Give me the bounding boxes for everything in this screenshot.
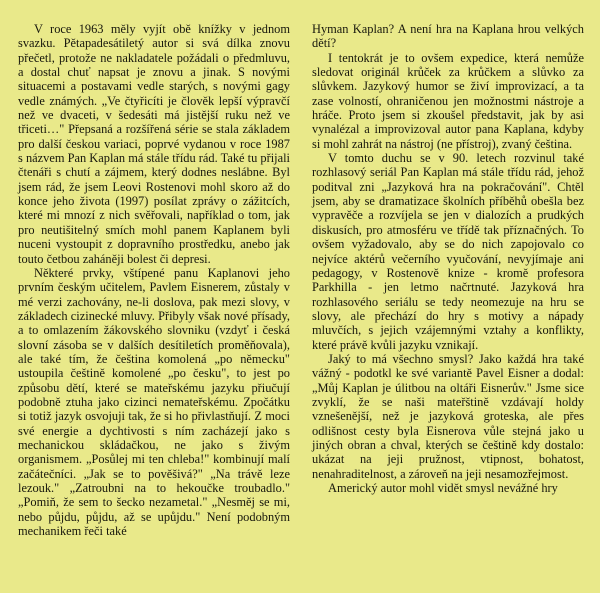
paragraph: Americký autor mohl vidět smysl nevážné hry <box>328 481 558 495</box>
paragraph: Hyman Kaplan? A není hra na Kaplana hrou velkých dětí? <box>312 22 584 51</box>
right-text-column <box>312 22 584 583</box>
paragraph: Jaký to má všechno smysl? Jako každá hra také vážný - podotkl ke své variantě Pavel Eisner a dodal: „Můj Kaplan je úlitbou na oltáři Eisnerův." Jsme sice zvyklí, že se naši mateřštině vzdávají holdy vznešenější, než je jazyková groteska, ale přes odlišnost cesty byla Eisnerova vůle stejná jako u jiných obran a chval, kterých se češtině kdy dostalo: ukázat na jeji pružnost, vtipnost, bohatost, nenahraditelnost, a zároveň na jeji nesamozřejmost. <box>312 351 584 481</box>
left-text-column <box>18 22 290 583</box>
paragraph: I tentokrát je to ovšem expedice, která nemůže sledovat originál krůček za krůčkem a slůvko za slůvkem. Jazykový humor se živí improvizací, a ta zase volností, ohraničenou jen možnostmi nástroje a hráče. Proto jsem si zkoušel představit, jak by asi vynalézal a improvizoval autor pana Kaplana, kdyby si mohl zahrát na nástroj (ne přístroj), zvaný čeština. <box>312 50 584 151</box>
two-column-layout <box>18 22 584 583</box>
paragraph: Některé prvky, vštípené panu Kaplanovi jeho prvním českým učitelem, Pavlem Eisnerem, zůstaly v mé verzi zachovány, ne-li doslova, pak mezi slovy, v základech cizinecké mluvy. Přibyly však nové přísady, a to omlazením žákovského slovniku (vzdyť i česká slovní zásoba se v dalších desítiletích proměňovala), ale také tím, že čeština komolená „po německu" ustoupila češtině komolené „po česku", to jest po způsobu dětí, které se mateřskému jazyku přiučují podobně ztuha jako cizinci nemateřskému. Zpočátku si totiž jazyk osvojuji tak, že si ho přivlastňují. Z moci své energie a dychtivosti s ním zacházejí jako s mechanickou skládačkou, ne jako s živým organismem. „Posůlej mi ten chleba!" kombinují malí začátečníci. „Jak se to pověšivá?" „Na trávě leze lezouk." „Zatroubni na to hekoučke troubadlo." „Pomiň, že sem to šecko nezametal." „Nesměj se mi, nebo půjdu, půjdu, až se upůjdu." Není podobným mechanikem řeči také <box>18 265 290 539</box>
paragraph: V roce 1963 měly vyjít obě knížky v jednom svazku. Pětapadesátiletý autor si svá dílka znovu přečetl, protože ne nakladatele požádali o předmluvu, a dostal chuť napsat je znovu a jinak. S novými situacemi a postavami vedle starých, s novými gagy vedle známých. „Ve čtyřicíti je člověk lepší výpravčí než ve dvaceti, v šedesáti má jistější ruku než ve třiceti…" Přepsaná a rozšířená série se stala základem pro další českou variaci, poprvé vydanou v roce 1987 s názvem Pan Kaplan má stále třídu rád. Také tu přijali čtenáři s chutí a zájmem, který dodnes neslábne. Byl jsem rád, že jsem Leovi Rostenovi mohl skoro až do konce jeho života (1997) posílat zprávy o zážitcích, které mi mnozí z nich svěřovali, například o tom, jak pro neutišitelný smích mohl panem Kaplanem byli nuceni vystoupit z dopravního prostředku, anebo jak touto četbou zaháněji bolest či depresi. <box>18 22 290 266</box>
paragraph: V tomto duchu se v 90. letech rozvinul také rozhlasový seriál Pan Kaplan má stále třídu rád, jehož poditval zni „Jazyková hra na pokračování". Chtěl jsem, aby se dramatizace školních příběhů obešla bez vypravěče a rozvíjela se jen v dialozích a prudkých diskusích, pro atmosféru ve třídě tak příznačných. To ovšem vyžadovalo, aby se do nich zapojovalo co nejvíce aktérů večerního vyučování, nevyjímaje ani pedagogy, v Rostenově knize - kromě profesora Parkhilla - jen letmo načrtnuté. Jazyková hra rozhlasového seriálu se tedy neomezuje na hru se slovy, ale přechází do hry s motivy a nápady mluvčích, s jejich vzájemnými vztahy a konflikty, které právě kvůli jazyku vznikají. <box>312 151 584 352</box>
